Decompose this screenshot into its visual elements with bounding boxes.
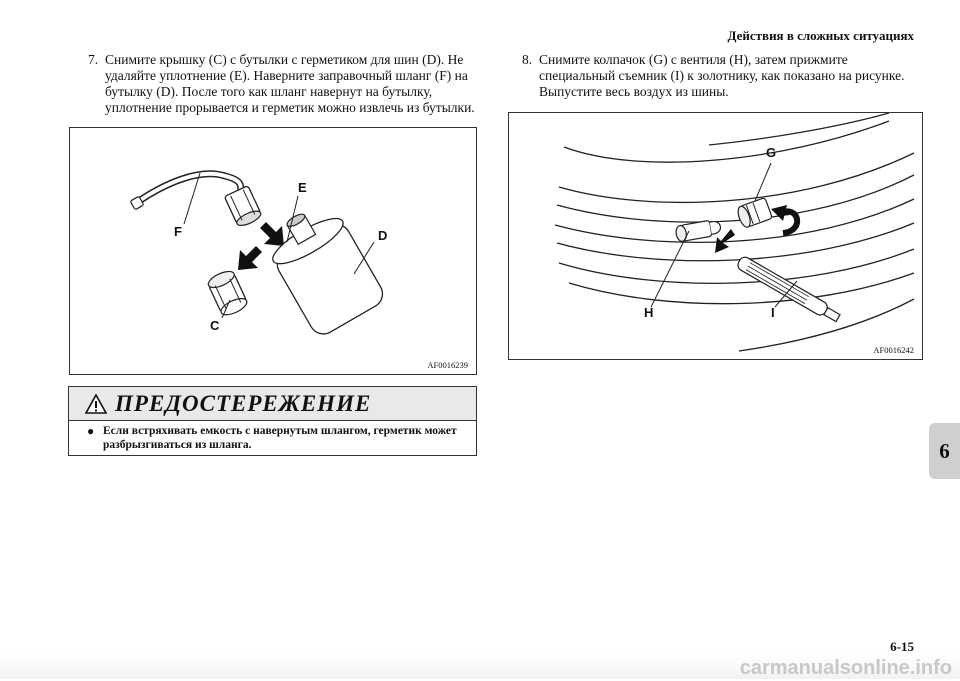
figure-tire-valve <box>508 112 923 360</box>
label-d: D <box>378 228 388 243</box>
bullet-icon: ● <box>87 424 95 438</box>
warning-header <box>69 387 476 421</box>
figure-code: AF0016242 <box>873 345 914 355</box>
chapter-tab: 6 <box>929 423 960 479</box>
step-7-number: 7. <box>88 52 99 67</box>
label-h: H <box>644 305 654 320</box>
step-8-number: 8. <box>522 52 533 67</box>
warning-title: ПРЕДОСТЕРЕЖЕНИЕ <box>115 391 372 416</box>
page-number: 6-15 <box>890 639 914 654</box>
figure-sealant-bottle <box>69 127 477 375</box>
label-g: G <box>766 145 777 160</box>
step-7-text: Снимите крышку (C) с бутылки с герметиком для шин (D). Не удаляйте уплотнение (E). Наверните заправочный шланг (F) на бутылку (D). После того как шланг навернут на бутылку, уплотнение прорывается и герметик можно извлечь из бутылки. <box>105 52 475 115</box>
warning-box <box>68 386 477 456</box>
step-8 <box>522 52 922 100</box>
label-c: C <box>210 318 220 333</box>
warning-item <box>87 424 466 452</box>
label-e: E <box>298 180 307 195</box>
sealant-bottle-illustration <box>70 128 476 374</box>
step-7 <box>88 52 483 116</box>
label-i: I <box>771 305 775 320</box>
warning-text: Если встряхивать емкость с навернутым шлангом, герметик может разбрызгиваться из шланга. <box>103 425 457 451</box>
figure-code: AF0016239 <box>427 360 468 370</box>
watermark: carmanualsonline.info <box>0 655 960 679</box>
warning-triangle-icon <box>85 394 107 414</box>
label-f: F <box>174 224 182 239</box>
section-title: Действия в сложных ситуациях <box>727 28 914 43</box>
step-8-text: Снимите колпачок (G) с вентиля (H), затем прижмите специальный съемник (I) к золотнику, как показано на рисунке. Выпустите весь воздух из шины. <box>539 52 905 99</box>
tire-valve-illustration <box>509 113 922 359</box>
